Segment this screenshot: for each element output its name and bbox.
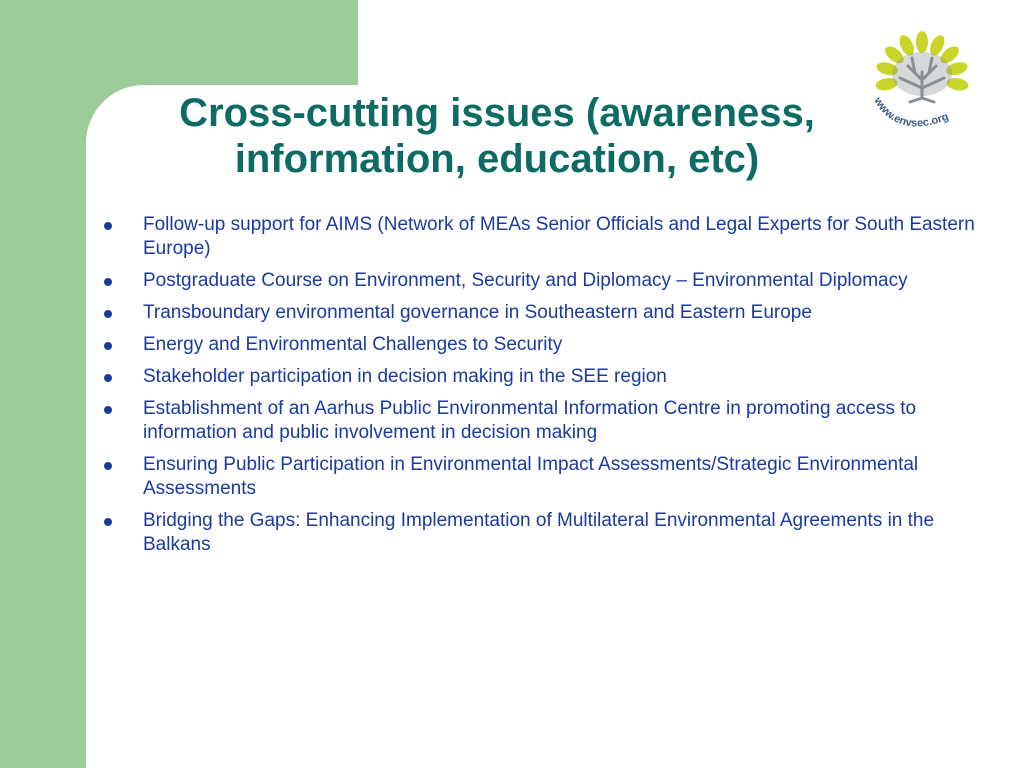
logo-url-text: www.envsec.org: [871, 95, 951, 130]
list-item-text: Transboundary environmental governance in Southeastern and Eastern Europe: [143, 302, 812, 323]
list-item: [104, 301, 984, 325]
list-item: [104, 365, 984, 389]
bullet-icon: [104, 342, 112, 350]
envsec-logo: [860, 28, 984, 148]
bullet-icon: [104, 462, 112, 470]
bullet-icon: [104, 222, 112, 230]
bullet-icon: [104, 374, 112, 382]
list-item: [104, 397, 984, 445]
list-item-text: Establishment of an Aarhus Public Environmental Information Centre in promoting access to information and public involvement in decision making: [143, 398, 917, 443]
list-item: [104, 269, 984, 293]
list-item: [104, 453, 984, 501]
bullet-icon: [104, 278, 112, 286]
bullet-list: [104, 213, 984, 565]
bullet-icon: [104, 518, 112, 526]
list-item: [104, 333, 984, 357]
list-item-text: Ensuring Public Participation in Environmental Impact Assessments/Strategic Environmental Assessments: [143, 454, 919, 499]
list-item: [104, 509, 984, 557]
list-item-text: Follow-up support for AIMS (Network of MEAs Senior Officials and Legal Experts for South Eastern Europe): [143, 214, 975, 259]
svg-text:www.envsec.org: [871, 94, 950, 129]
slide-title: Cross-cutting issues (awareness, information, education, etc): [179, 91, 815, 181]
list-item-text: Postgraduate Course on Environment, Security and Diplomacy – Environmental Diplomacy: [143, 270, 908, 291]
tree-icon: [860, 28, 984, 148]
list-item-text: Stakeholder participation in decision making in the SEE region: [143, 366, 667, 387]
list-item: [104, 213, 984, 261]
bullet-icon: [104, 406, 112, 414]
bullet-icon: [104, 310, 112, 318]
list-item-text: Bridging the Gaps: Enhancing Implementation of Multilateral Environmental Agreements in the Balkans: [143, 510, 935, 555]
list-item-text: Energy and Environmental Challenges to Security: [143, 334, 563, 355]
